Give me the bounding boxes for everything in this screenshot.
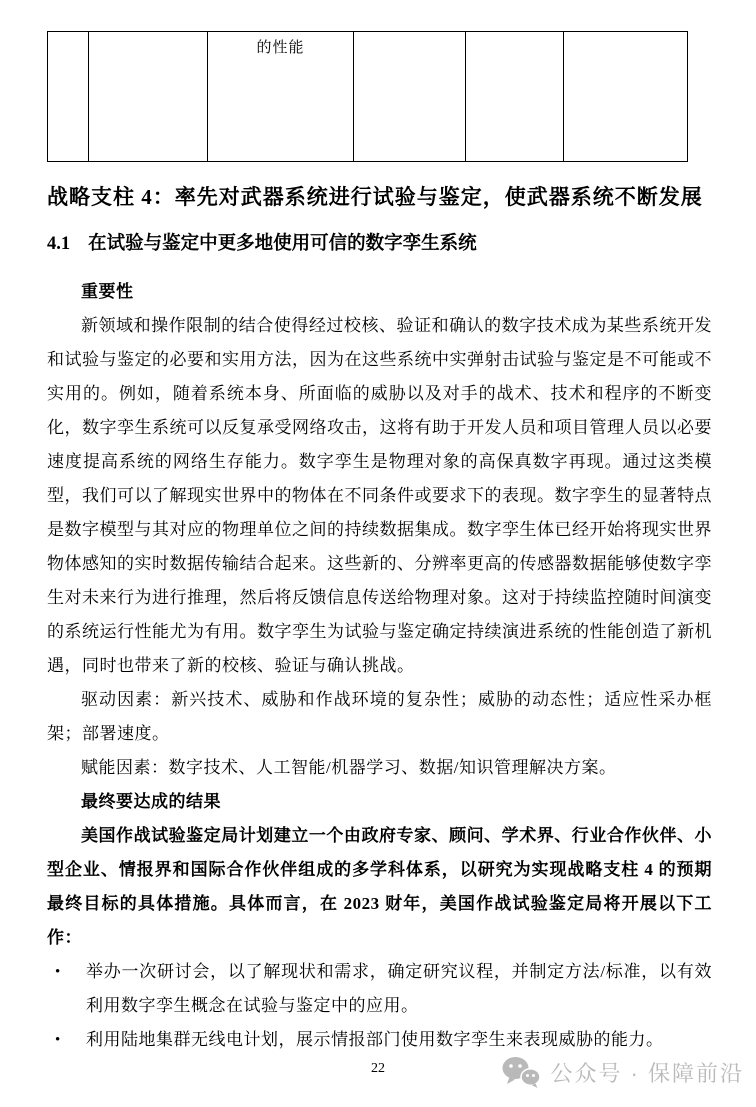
- work-items-list: [47, 955, 712, 1057]
- wechat-icon: [502, 1056, 541, 1088]
- bullet-icon: •: [55, 964, 61, 980]
- list-item-text: 举办一次研讨会，以了解现状和需求，确定研究议程，并制定方法/标准，以有效利用数字孪生概念在试验与鉴定中的应用。: [86, 962, 712, 1015]
- section-heading-pillar4: 战略支柱 4：率先对武器系统进行试验与鉴定，使武器系统不断发展: [47, 185, 703, 209]
- paragraph-enablers: 赋能因素：数字技术、人工智能/机器学习、数据/知识管理解决方案。: [81, 758, 617, 777]
- watermark: [502, 1056, 744, 1088]
- table-row: [48, 32, 688, 162]
- bullet-icon: •: [55, 1032, 61, 1048]
- list-item: [47, 955, 712, 1023]
- table-cell: [89, 32, 208, 162]
- page-content: [47, 0, 712, 1057]
- page-number: 22: [371, 1061, 385, 1076]
- subsection-number: 4.1: [47, 234, 71, 254]
- body-text-block: [47, 275, 712, 1057]
- importance-heading: 重要性: [81, 282, 134, 301]
- spillover-table: [47, 31, 688, 162]
- list-item: [47, 1023, 712, 1057]
- paragraph-importance: 新领域和操作限制的结合使得经过校核、验证和确认的数字技术成为某些系统开发和试验与鉴定的必要和实用方法，因为在这些系统中实弹射击试验与鉴定是不可能或不实用的。例如，随着系统本身、所面临的威胁以及对手的战术、技术和程序的不断变化，数字孪生系统可以反复承受网络攻击，这将有助于开发人员和项目管理人员以必要速度提高系统的网络生存能力。数字孪生是物理对象的高保真数字再现。通过这类模型，我们可以了解现实世界中的物体在不同条件或要求下的表现。数字孪生的显著特点是数字模型与其对应的物理单位之间的持续数据集成。数字孪生体已经开始将现实世界物体感知的实时数据传输结合起来。这些新的、分辨率更高的传感器数据能够使数字孪生对未来行为进行推理，然后将反馈信息传送给物理对象。这对于持续监控随时间演变的系统运行性能尤为有用。数字孪生为试验与鉴定确定持续演进系统的性能创造了新机遇，同时也带来了新的校核、验证与确认挑战。: [47, 316, 712, 675]
- paragraph-drivers: 驱动因素：新兴技术、威胁和作战环境的复杂性；威胁的动态性；适应性采办框架；部署速度。: [47, 690, 712, 743]
- subsection-heading-4-1: [47, 230, 712, 258]
- list-item-text: 利用陆地集群无线电计划，展示情报部门使用数字孪生来表现威胁的能力。: [86, 1030, 664, 1049]
- table-cell: [354, 32, 466, 162]
- table-cell: [466, 32, 564, 162]
- outcome-heading: 最终要达成的结果: [81, 792, 221, 811]
- table-cell: [48, 32, 89, 162]
- table-cell: 的性能: [208, 32, 354, 162]
- paragraph-plan: 美国作战试验鉴定局计划建立一个由政府专家、顾问、学术界、行业合作伙伴、小型企业、情报界和国际合作伙伴组成的多学科体系，以研究为实现战略支柱 4 的预期最终目标的具体措施。具体而言，在 2023 财年，美国作战试验鉴定局将开展以下工作：: [47, 826, 712, 947]
- table-cell: [564, 32, 688, 162]
- watermark-label: 公众号 · 保障前沿: [550, 1060, 744, 1086]
- subsection-title: 在试验与鉴定中更多地使用可信的数字孪生系统: [88, 234, 477, 254]
